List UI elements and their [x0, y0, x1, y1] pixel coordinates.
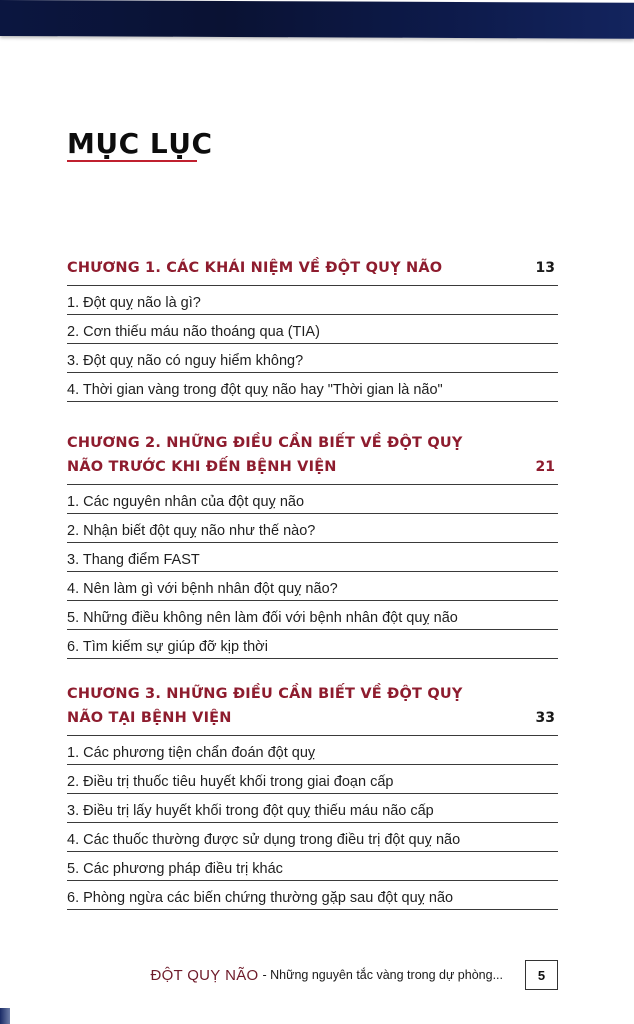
- page-title: MỤC LỤC: [67, 127, 213, 160]
- toc-chapter-1: [67, 256, 558, 402]
- chapter-title-line-1: CHƯƠNG 3. NHỮNG ĐIỀU CẦN BIẾT VỀ ĐỘT QUỴ: [67, 686, 463, 702]
- toc-chapter-3: [67, 682, 558, 910]
- toc-item[interactable]: 2. Nhận biết đột quỵ não như thế nào?: [67, 514, 558, 543]
- toc-item[interactable]: 4. Nên làm gì với bệnh nhân đột quỵ não?: [67, 572, 558, 601]
- chapter-title-line-1: CHƯƠNG 2. NHỮNG ĐIỀU CẦN BIẾT VỀ ĐỘT QUỴ: [67, 435, 463, 451]
- toc-item[interactable]: 2. Cơn thiếu máu não thoáng qua (TIA): [67, 315, 558, 344]
- chapter-page-number: 21: [535, 459, 555, 475]
- toc-chapter-2: [67, 431, 558, 659]
- title-underline: [67, 160, 197, 162]
- toc-item[interactable]: 1. Các nguyên nhân của đột quỵ não: [67, 485, 558, 514]
- book-cover-corner: [0, 1008, 10, 1024]
- chapter-heading[interactable]: [67, 256, 558, 286]
- toc-item[interactable]: 4. Thời gian vàng trong đột quỵ não hay "Thời gian là não": [67, 373, 558, 402]
- footer-page-number: 5: [525, 960, 558, 990]
- toc-item[interactable]: 3. Điều trị lấy huyết khối trong đột quỵ thiếu máu não cấp: [67, 794, 558, 823]
- chapter-page-number: 13: [535, 260, 555, 276]
- toc-item[interactable]: 1. Các phương tiện chẩn đoán đột quỵ: [67, 736, 558, 765]
- toc-item[interactable]: 1. Đột quỵ não là gì?: [67, 286, 558, 315]
- chapter-title: [67, 431, 463, 479]
- toc-item[interactable]: 3. Thang điểm FAST: [67, 543, 558, 572]
- toc-item[interactable]: 5. Những điều không nên làm đối với bệnh nhân đột quỵ não: [67, 601, 558, 630]
- footer-book-title: ĐỘT QUỴ NÃO: [150, 966, 259, 984]
- chapter-title-line-2: NÃO TẠI BỆNH VIỆN: [67, 710, 232, 726]
- chapter-page-number: 33: [535, 710, 555, 726]
- toc-item[interactable]: 5. Các phương pháp điều trị khác: [67, 852, 558, 881]
- chapter-heading[interactable]: [67, 682, 558, 736]
- book-cover-edge: [0, 0, 634, 39]
- toc-item[interactable]: 6. Tìm kiếm sự giúp đỡ kịp thời: [67, 630, 558, 659]
- chapter-heading[interactable]: [67, 431, 558, 485]
- chapter-title: [67, 682, 463, 730]
- toc-item[interactable]: 4. Các thuốc thường được sử dụng trong điều trị đột quỵ não: [67, 823, 558, 852]
- chapter-title: CHƯƠNG 1. CÁC KHÁI NIỆM VỀ ĐỘT QUỴ NÃO: [67, 260, 443, 276]
- toc-item[interactable]: 6. Phòng ngừa các biến chứng thường gặp sau đột quỵ não: [67, 881, 558, 910]
- page-footer: [140, 961, 558, 989]
- footer-subtitle: - Những nguyên tắc vàng trong dự phòng...: [262, 968, 503, 982]
- toc-item[interactable]: 2. Điều trị thuốc tiêu huyết khối trong giai đoạn cấp: [67, 765, 558, 794]
- toc-item[interactable]: 3. Đột quỵ não có nguy hiểm không?: [67, 344, 558, 373]
- chapter-title-line-2: NÃO TRƯỚC KHI ĐẾN BỆNH VIỆN: [67, 459, 337, 475]
